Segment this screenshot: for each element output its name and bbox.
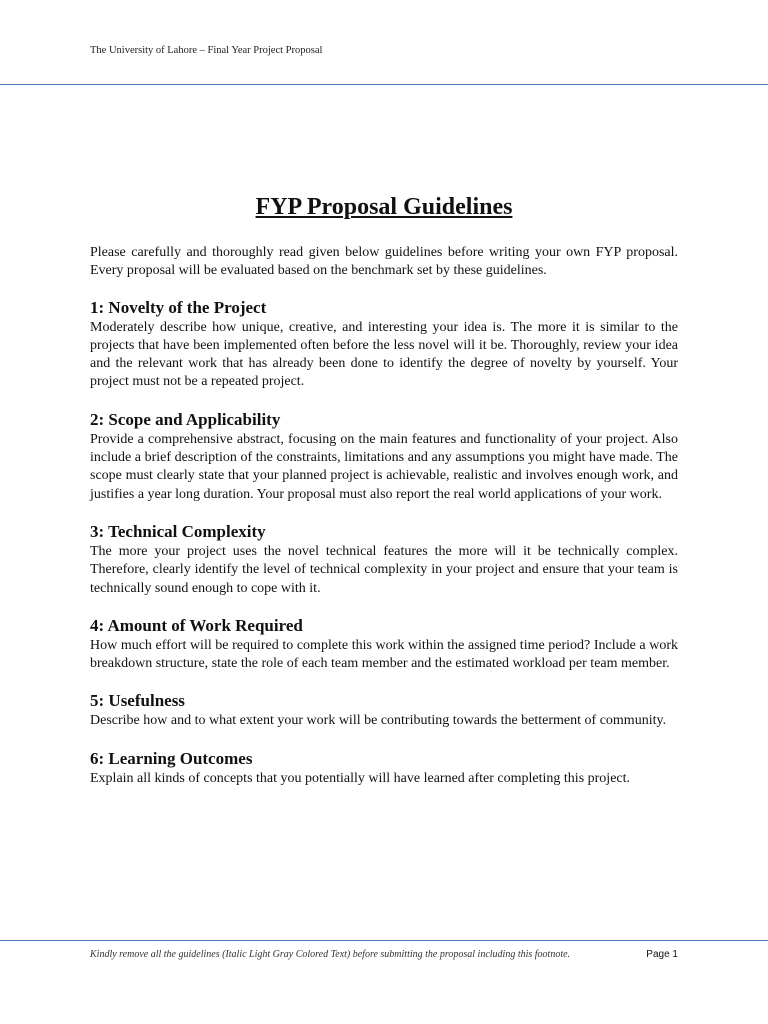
section-heading: 3: Technical Complexity (90, 521, 266, 541)
section-body: Explain all kinds of concepts that you potentially will have learned after completing this project. (90, 770, 631, 786)
intro-paragraph: Please carefully and thoroughly read given below guidelines before writing your own FYP proposal. Every proposal will be evaluated based on the benchmark set by these guidelines. (90, 245, 678, 279)
section-usefulness (90, 690, 678, 730)
section-body: Moderately describe how unique, creative, and interesting your idea is. The more it is similar to the projects that have been implemented often before the less novel will it be. Thoroughly, review your idea and the relevant work that has already been done to identify the degree of novelty by yourself. Your project must not be a repeated project. (90, 319, 678, 390)
page-header: The University of Lahore – Final Year Project Proposal (90, 45, 323, 56)
section-body: Describe how and to what extent your work will be contributing towards the betterment of community. (90, 713, 667, 729)
section-body: The more your project uses the novel technical features the more will it be technically complex. Therefore, clearly identify the level of technical complexity in your project and ensure that your team is technically sound enough to cope with it. (90, 543, 678, 596)
document-body (90, 192, 678, 805)
footer-rule (0, 940, 768, 941)
section-heading: 2: Scope and Applicability (90, 409, 281, 429)
section-amount-of-work (90, 615, 678, 674)
section-scope (90, 409, 678, 504)
section-novelty (90, 297, 678, 392)
section-heading: 5: Usefulness (90, 691, 185, 711)
section-heading: 4: Amount of Work Required (90, 615, 303, 635)
section-technical-complexity (90, 521, 678, 598)
footer-note: Kindly remove all the guidelines (Italic Light Gray Colored Text) before submitting the proposal including this footnote. (90, 949, 571, 960)
section-body: Provide a comprehensive abstract, focusing on the main features and functionality of your project. Also include a brief description of the constraints, limitations and any assumptions you might have made. The scope must clearly state that your planned project is achievable, realistic and involves enough work, and justifies a year long duration. Your proposal must also report the real world applications of your work. (90, 431, 678, 502)
page-number: Page 1 (646, 949, 678, 960)
section-heading: 6: Learning Outcomes (90, 748, 253, 768)
section-heading: 1: Novelty of the Project (90, 297, 267, 317)
section-learning-outcomes (90, 748, 678, 788)
section-body: How much effort will be required to complete this work within the assigned time period? Include a work breakdown structure, state the role of each team member and the estimated workload per team member. (90, 637, 678, 672)
document-title: FYP Proposal Guidelines (255, 194, 513, 220)
header-rule (0, 84, 768, 85)
